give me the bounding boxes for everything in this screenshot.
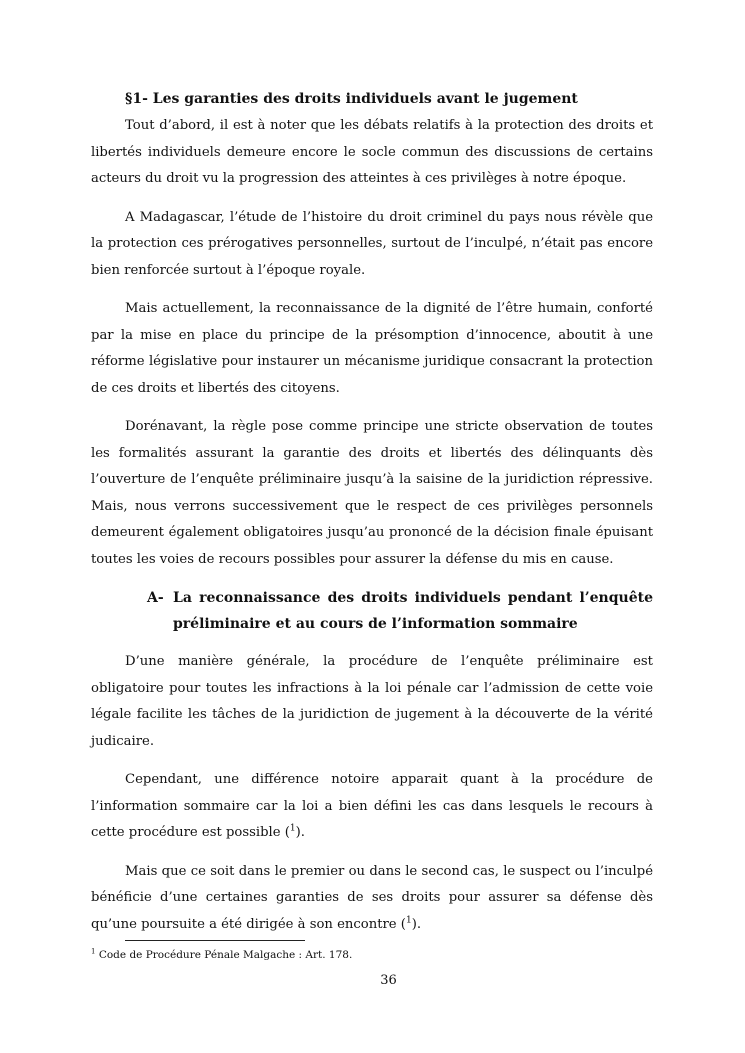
paragraph-6-text: Cependant, une différence notoire apparait quant à la procédure de l’information sommaire car la loi a bien défini les cas dans lesquels le recours à cette procédure est possible ( bbox=[91, 772, 653, 840]
footnote-reference: 1 bbox=[289, 823, 296, 834]
paragraph-5: D’une manière générale, la procédure de l’enquête préliminaire est obligatoire pour toutes les infractions à la loi pénale car l’admission de cette voie légale facilite les tâches de la juridiction de jugement à la découverte de la vérité judicaire. bbox=[91, 654, 653, 749]
footnote-reference: 1 bbox=[405, 915, 412, 926]
page-body bbox=[91, 86, 653, 950]
page-number: 36 bbox=[380, 973, 397, 988]
section-heading: §1- Les garanties des droits individuels avant le jugement bbox=[125, 91, 578, 107]
paragraph-4: Dorénavant, la règle pose comme principe une stricte observation de toutes les formalités assurant la garantie des droits et libertés des délinquants dès l’ouverture de l’enquête préliminaire jusqu’à la saisine de la juridiction répressive. Mais, nous verrons successivement que le respect de ces privilèges personnels demeurent également obligatoires jusqu’au prononcé de la décision finale épuisant toutes les voies de recours possibles pour assurer la défense du mis en cause. bbox=[91, 419, 653, 567]
paragraph-2: A Madagascar, l’étude de l’histoire du droit criminel du pays nous révèle que la protection ces prérogatives personnelles, surtout de l’inculpé, n’était pas encore bien renforcée surtout à l’époque royale. bbox=[91, 209, 653, 278]
paragraph-7-text: Mais que ce soit dans le premier ou dans le second cas, le suspect ou l’inculpé bénéficie d’une certaines garanties de ses droits pour assurer sa défense dès qu’une poursuite a été dirigée à son encontre ( bbox=[91, 863, 653, 932]
paragraph-7 bbox=[91, 859, 653, 939]
paragraph-6-end: ). bbox=[295, 825, 305, 840]
paragraph-6 bbox=[91, 767, 653, 847]
paragraph-7-end: ). bbox=[411, 916, 422, 932]
subsection-title: La reconnaissance des droits individuels pendant l’enquête préliminaire et au cours de l’information sommaire bbox=[173, 590, 653, 632]
footnote-separator bbox=[125, 940, 305, 941]
paragraph-1: Tout d’abord, il est à noter que les débats relatifs à la protection des droits et libertés individuels demeure encore le socle commun des discussions de certains acteurs du droit vu la progression des atteintes à ces privilèges à notre époque. bbox=[91, 118, 653, 186]
footnote-text: Code de Procédure Pénale Malgache : Art. 178. bbox=[98, 949, 353, 961]
footnote-marker: 1 bbox=[91, 947, 96, 956]
subsection-heading bbox=[147, 585, 653, 637]
paragraph-3: Mais actuellement, la reconnaissance de la dignité de l’être humain, conforté par la mise en place du principe de la présomption d’innocence, aboutit à une réforme législative pour instaurer un mécanisme juridique consacrant la protection de ces droits et libertés des citoyens. bbox=[91, 301, 653, 396]
footnote bbox=[91, 947, 352, 963]
subsection-letter: A- bbox=[147, 590, 164, 606]
